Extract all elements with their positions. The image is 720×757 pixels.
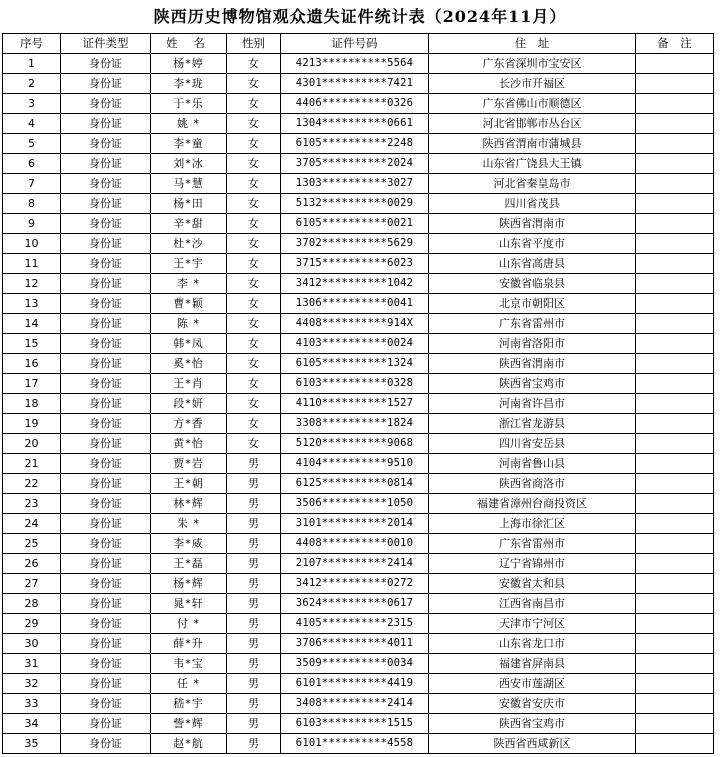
cell-name: 李 * [151, 274, 227, 294]
header-gender: 性别 [227, 34, 281, 54]
cell-name: 朱 * [151, 514, 227, 534]
cell-index: 23 [3, 494, 61, 514]
cell-index: 18 [3, 394, 61, 414]
cell-index: 14 [3, 314, 61, 334]
cell-gender: 男 [227, 654, 281, 674]
cell-address: 山东省广饶县大王镇 [429, 154, 636, 174]
cell-id-number: 3624**********0617 [281, 594, 429, 614]
cell-doc-type: 身份证 [61, 214, 151, 234]
cell-name: 杨*田 [151, 194, 227, 214]
cell-remarks [636, 694, 714, 714]
cell-index: 25 [3, 534, 61, 554]
cell-gender: 女 [227, 54, 281, 74]
table-row [3, 454, 714, 474]
cell-gender: 女 [227, 214, 281, 234]
cell-doc-type: 身份证 [61, 634, 151, 654]
table-row [3, 94, 714, 114]
cell-gender: 男 [227, 494, 281, 514]
cell-name: 王*朝 [151, 474, 227, 494]
cell-gender: 女 [227, 254, 281, 274]
cell-name: 王*磊 [151, 554, 227, 574]
table-row [3, 734, 714, 754]
cell-address: 陕西省宝鸡市 [429, 714, 636, 734]
cell-remarks [636, 514, 714, 534]
cell-name: 曹*颖 [151, 294, 227, 314]
cell-id-number: 6125**********0814 [281, 474, 429, 494]
cell-doc-type: 身份证 [61, 74, 151, 94]
cell-address: 广东省深圳市宝安区 [429, 54, 636, 74]
cell-name: 薛*升 [151, 634, 227, 654]
cell-address: 山东省高唐县 [429, 254, 636, 274]
cell-remarks [636, 334, 714, 354]
cell-doc-type: 身份证 [61, 314, 151, 334]
cell-address: 山东省平度市 [429, 234, 636, 254]
cell-gender: 男 [227, 614, 281, 634]
cell-id-number: 3715**********6023 [281, 254, 429, 274]
cell-doc-type: 身份证 [61, 514, 151, 534]
cell-address: 陕西省商洛市 [429, 474, 636, 494]
cell-address: 河南省洛阳市 [429, 334, 636, 354]
cell-gender: 男 [227, 514, 281, 534]
cell-name: 王*宇 [151, 254, 227, 274]
cell-remarks [636, 254, 714, 274]
cell-index: 16 [3, 354, 61, 374]
table-row [3, 214, 714, 234]
cell-index: 30 [3, 634, 61, 654]
header-index: 序号 [3, 34, 61, 54]
table-row [3, 354, 714, 374]
cell-id-number: 4301**********7421 [281, 74, 429, 94]
cell-name: 任 * [151, 674, 227, 694]
cell-name: 辛*甜 [151, 214, 227, 234]
cell-name: 付 * [151, 614, 227, 634]
cell-doc-type: 身份证 [61, 434, 151, 454]
table-row [3, 494, 714, 514]
cell-remarks [636, 154, 714, 174]
cell-doc-type: 身份证 [61, 734, 151, 754]
cell-doc-type: 身份证 [61, 114, 151, 134]
cell-doc-type: 身份证 [61, 454, 151, 474]
cell-remarks [636, 354, 714, 374]
cell-id-number: 5120**********9068 [281, 434, 429, 454]
cell-id-number: 3101**********2014 [281, 514, 429, 534]
table-row [3, 654, 714, 674]
cell-gender: 男 [227, 634, 281, 654]
cell-remarks [636, 294, 714, 314]
cell-address: 陕西省渭南市 [429, 214, 636, 234]
cell-id-number: 6101**********4558 [281, 734, 429, 754]
cell-gender: 女 [227, 394, 281, 414]
cell-id-number: 3506**********1050 [281, 494, 429, 514]
cell-doc-type: 身份证 [61, 354, 151, 374]
cell-doc-type: 身份证 [61, 294, 151, 314]
table-row [3, 54, 714, 74]
cell-id-number: 6101**********4419 [281, 674, 429, 694]
table-row [3, 594, 714, 614]
cell-id-number: 3412**********0272 [281, 574, 429, 594]
cell-name: 姚 * [151, 114, 227, 134]
cell-id-number: 5132**********0029 [281, 194, 429, 214]
cell-gender: 女 [227, 294, 281, 314]
cell-doc-type: 身份证 [61, 414, 151, 434]
table-row [3, 534, 714, 554]
cell-remarks [636, 134, 714, 154]
cell-index: 12 [3, 274, 61, 294]
cell-id-number: 3702**********5629 [281, 234, 429, 254]
cell-remarks [636, 674, 714, 694]
cell-index: 6 [3, 154, 61, 174]
cell-index: 10 [3, 234, 61, 254]
cell-address: 河北省邯郸市丛台区 [429, 114, 636, 134]
cell-id-number: 3308**********1824 [281, 414, 429, 434]
cell-address: 四川省茂县 [429, 194, 636, 214]
cell-gender: 男 [227, 594, 281, 614]
cell-name: 王*肖 [151, 374, 227, 394]
cell-remarks [636, 734, 714, 754]
cell-address: 长沙市开福区 [429, 74, 636, 94]
cell-name: 韩*凤 [151, 334, 227, 354]
cell-name: 奚*怡 [151, 354, 227, 374]
header-id-number: 证件号码 [281, 34, 429, 54]
cell-name: 林*辉 [151, 494, 227, 514]
cell-remarks [636, 614, 714, 634]
cell-gender: 女 [227, 314, 281, 334]
cell-gender: 女 [227, 374, 281, 394]
cell-remarks [636, 94, 714, 114]
table-row [3, 314, 714, 334]
cell-index: 21 [3, 454, 61, 474]
cell-index: 17 [3, 374, 61, 394]
cell-index: 8 [3, 194, 61, 214]
cell-index: 19 [3, 414, 61, 434]
cell-gender: 女 [227, 174, 281, 194]
cell-address: 安徽省太和县 [429, 574, 636, 594]
cell-doc-type: 身份证 [61, 594, 151, 614]
table-row [3, 294, 714, 314]
cell-index: 4 [3, 114, 61, 134]
cell-gender: 女 [227, 354, 281, 374]
cell-address: 福建省屏南县 [429, 654, 636, 674]
cell-address: 山东省龙口市 [429, 634, 636, 654]
cell-remarks [636, 474, 714, 494]
cell-address: 安徽省临泉县 [429, 274, 636, 294]
cell-id-number: 3509**********0034 [281, 654, 429, 674]
table-row [3, 154, 714, 174]
cell-gender: 女 [227, 194, 281, 214]
table-row [3, 254, 714, 274]
cell-gender: 女 [227, 274, 281, 294]
table-row [3, 74, 714, 94]
cell-remarks [636, 74, 714, 94]
cell-doc-type: 身份证 [61, 554, 151, 574]
header-name: 姓 名 [151, 34, 227, 54]
cell-remarks [636, 414, 714, 434]
cell-doc-type: 身份证 [61, 614, 151, 634]
table-row [3, 114, 714, 134]
cell-index: 3 [3, 94, 61, 114]
cell-index: 13 [3, 294, 61, 314]
cell-doc-type: 身份证 [61, 274, 151, 294]
cell-remarks [636, 394, 714, 414]
cell-gender: 女 [227, 234, 281, 254]
table-row [3, 174, 714, 194]
cell-id-number: 1306**********0041 [281, 294, 429, 314]
cell-id-number: 1303**********3027 [281, 174, 429, 194]
cell-address: 西安市莲湖区 [429, 674, 636, 694]
cell-name: 韦*宝 [151, 654, 227, 674]
cell-id-number: 6105**********0021 [281, 214, 429, 234]
cell-remarks [636, 634, 714, 654]
cell-remarks [636, 454, 714, 474]
cell-gender: 男 [227, 534, 281, 554]
cell-gender: 男 [227, 454, 281, 474]
cell-gender: 男 [227, 674, 281, 694]
cell-doc-type: 身份证 [61, 334, 151, 354]
cell-index: 2 [3, 74, 61, 94]
table-body [3, 54, 714, 754]
cell-index: 32 [3, 674, 61, 694]
table-row [3, 514, 714, 534]
cell-remarks [636, 234, 714, 254]
cell-index: 22 [3, 474, 61, 494]
cell-index: 34 [3, 714, 61, 734]
cell-name: 陈 * [151, 314, 227, 334]
cell-doc-type: 身份证 [61, 494, 151, 514]
table-row [3, 234, 714, 254]
cell-index: 7 [3, 174, 61, 194]
cell-name: 杨*辉 [151, 574, 227, 594]
cell-remarks [636, 54, 714, 74]
cell-index: 15 [3, 334, 61, 354]
cell-address: 上海市徐汇区 [429, 514, 636, 534]
cell-remarks [636, 174, 714, 194]
cell-gender: 女 [227, 434, 281, 454]
cell-address: 陕西省宝鸡市 [429, 374, 636, 394]
cell-remarks [636, 574, 714, 594]
cell-doc-type: 身份证 [61, 234, 151, 254]
cell-name: 李*童 [151, 134, 227, 154]
cell-remarks [636, 554, 714, 574]
cell-id-number: 1304**********0661 [281, 114, 429, 134]
table-row [3, 414, 714, 434]
cell-index: 35 [3, 734, 61, 754]
cell-doc-type: 身份证 [61, 394, 151, 414]
cell-gender: 男 [227, 714, 281, 734]
cell-address: 陕西省西咸新区 [429, 734, 636, 754]
table-row [3, 434, 714, 454]
cell-id-number: 4103**********0024 [281, 334, 429, 354]
cell-id-number: 6103**********0328 [281, 374, 429, 394]
cell-index: 27 [3, 574, 61, 594]
cell-name: 贾*岩 [151, 454, 227, 474]
cell-index: 31 [3, 654, 61, 674]
cell-name: 訾*辉 [151, 714, 227, 734]
cell-name: 段*妍 [151, 394, 227, 414]
header-doc-type: 证件类型 [61, 34, 151, 54]
cell-index: 5 [3, 134, 61, 154]
cell-index: 9 [3, 214, 61, 234]
cell-name: 李*威 [151, 534, 227, 554]
cell-gender: 女 [227, 74, 281, 94]
cell-name: 马*慧 [151, 174, 227, 194]
cell-remarks [636, 114, 714, 134]
cell-remarks [636, 214, 714, 234]
cell-id-number: 2107**********2414 [281, 554, 429, 574]
cell-remarks [636, 314, 714, 334]
cell-remarks [636, 534, 714, 554]
cell-address: 陕西省渭南市蒲城县 [429, 134, 636, 154]
cell-id-number: 3412**********1042 [281, 274, 429, 294]
cell-address: 陕西省渭南市 [429, 354, 636, 374]
cell-id-number: 4408**********0010 [281, 534, 429, 554]
table-row [3, 574, 714, 594]
table-row [3, 694, 714, 714]
cell-address: 广东省雷州市 [429, 314, 636, 334]
cell-doc-type: 身份证 [61, 474, 151, 494]
cell-gender: 男 [227, 694, 281, 714]
table-row [3, 334, 714, 354]
cell-name: 晁*轩 [151, 594, 227, 614]
cell-index: 33 [3, 694, 61, 714]
cell-remarks [636, 494, 714, 514]
cell-gender: 女 [227, 414, 281, 434]
cell-doc-type: 身份证 [61, 54, 151, 74]
cell-name: 于*乐 [151, 94, 227, 114]
cell-remarks [636, 194, 714, 214]
cell-doc-type: 身份证 [61, 254, 151, 274]
cell-gender: 女 [227, 94, 281, 114]
cell-doc-type: 身份证 [61, 654, 151, 674]
table-row [3, 554, 714, 574]
cell-id-number: 4213**********5564 [281, 54, 429, 74]
cell-doc-type: 身份证 [61, 174, 151, 194]
cell-address: 辽宁省锦州市 [429, 554, 636, 574]
cell-gender: 男 [227, 554, 281, 574]
cell-name: 李*珑 [151, 74, 227, 94]
table-row [3, 474, 714, 494]
cell-id-number: 6105**********2248 [281, 134, 429, 154]
cell-address: 广东省雷州市 [429, 534, 636, 554]
cell-doc-type: 身份证 [61, 374, 151, 394]
table-row [3, 274, 714, 294]
cell-name: 赵*航 [151, 734, 227, 754]
cell-remarks [636, 654, 714, 674]
cell-address: 福建省漳州台商投资区 [429, 494, 636, 514]
cell-doc-type: 身份证 [61, 534, 151, 554]
header-remarks: 备 注 [636, 34, 714, 54]
cell-id-number: 3705**********2024 [281, 154, 429, 174]
cell-name: 黄*怡 [151, 434, 227, 454]
cell-gender: 女 [227, 134, 281, 154]
cell-doc-type: 身份证 [61, 574, 151, 594]
cell-address: 江西省南昌市 [429, 594, 636, 614]
lost-documents-table [2, 33, 714, 754]
cell-remarks [636, 274, 714, 294]
cell-doc-type: 身份证 [61, 694, 151, 714]
cell-id-number: 4408**********914X [281, 314, 429, 334]
cell-index: 24 [3, 514, 61, 534]
cell-address: 广东省佛山市顺德区 [429, 94, 636, 114]
cell-doc-type: 身份证 [61, 134, 151, 154]
cell-doc-type: 身份证 [61, 94, 151, 114]
cell-index: 26 [3, 554, 61, 574]
cell-doc-type: 身份证 [61, 714, 151, 734]
table-row [3, 634, 714, 654]
cell-name: 杨*婷 [151, 54, 227, 74]
cell-doc-type: 身份证 [61, 154, 151, 174]
cell-id-number: 6105**********1324 [281, 354, 429, 374]
table-row [3, 714, 714, 734]
table-row [3, 194, 714, 214]
cell-address: 浙江省龙游县 [429, 414, 636, 434]
table-header-row [3, 34, 714, 54]
cell-id-number: 4105**********2315 [281, 614, 429, 634]
cell-name: 方*香 [151, 414, 227, 434]
cell-name: 杜*沙 [151, 234, 227, 254]
page-title: 陕西历史博物馆观众遗失证件统计表（2024年11月） [153, 7, 567, 26]
cell-index: 11 [3, 254, 61, 274]
cell-address: 天津市宁河区 [429, 614, 636, 634]
cell-address: 河南省许昌市 [429, 394, 636, 414]
cell-name: 刘*冰 [151, 154, 227, 174]
cell-id-number: 3706**********4011 [281, 634, 429, 654]
table-row [3, 374, 714, 394]
cell-address: 北京市朝阳区 [429, 294, 636, 314]
header-address: 住 址 [429, 34, 636, 54]
cell-index: 28 [3, 594, 61, 614]
cell-id-number: 4406**********0326 [281, 94, 429, 114]
cell-address: 安徽省安庆市 [429, 694, 636, 714]
cell-gender: 女 [227, 334, 281, 354]
cell-gender: 男 [227, 574, 281, 594]
cell-doc-type: 身份证 [61, 674, 151, 694]
table-row [3, 394, 714, 414]
cell-address: 河南省鲁山县 [429, 454, 636, 474]
cell-address: 河北省秦皇岛市 [429, 174, 636, 194]
cell-remarks [636, 594, 714, 614]
table-row [3, 614, 714, 634]
cell-gender: 女 [227, 154, 281, 174]
cell-id-number: 3408**********2414 [281, 694, 429, 714]
cell-index: 29 [3, 614, 61, 634]
cell-remarks [636, 434, 714, 454]
cell-index: 1 [3, 54, 61, 74]
cell-doc-type: 身份证 [61, 194, 151, 214]
cell-id-number: 6103**********1515 [281, 714, 429, 734]
cell-gender: 女 [227, 114, 281, 134]
cell-name: 嵇*宇 [151, 694, 227, 714]
cell-remarks [636, 374, 714, 394]
table-row [3, 134, 714, 154]
cell-remarks [636, 714, 714, 734]
cell-index: 20 [3, 434, 61, 454]
cell-gender: 男 [227, 734, 281, 754]
cell-id-number: 4110**********1527 [281, 394, 429, 414]
cell-id-number: 4104**********9510 [281, 454, 429, 474]
table-row [3, 674, 714, 694]
cell-gender: 男 [227, 474, 281, 494]
cell-address: 四川省安岳县 [429, 434, 636, 454]
